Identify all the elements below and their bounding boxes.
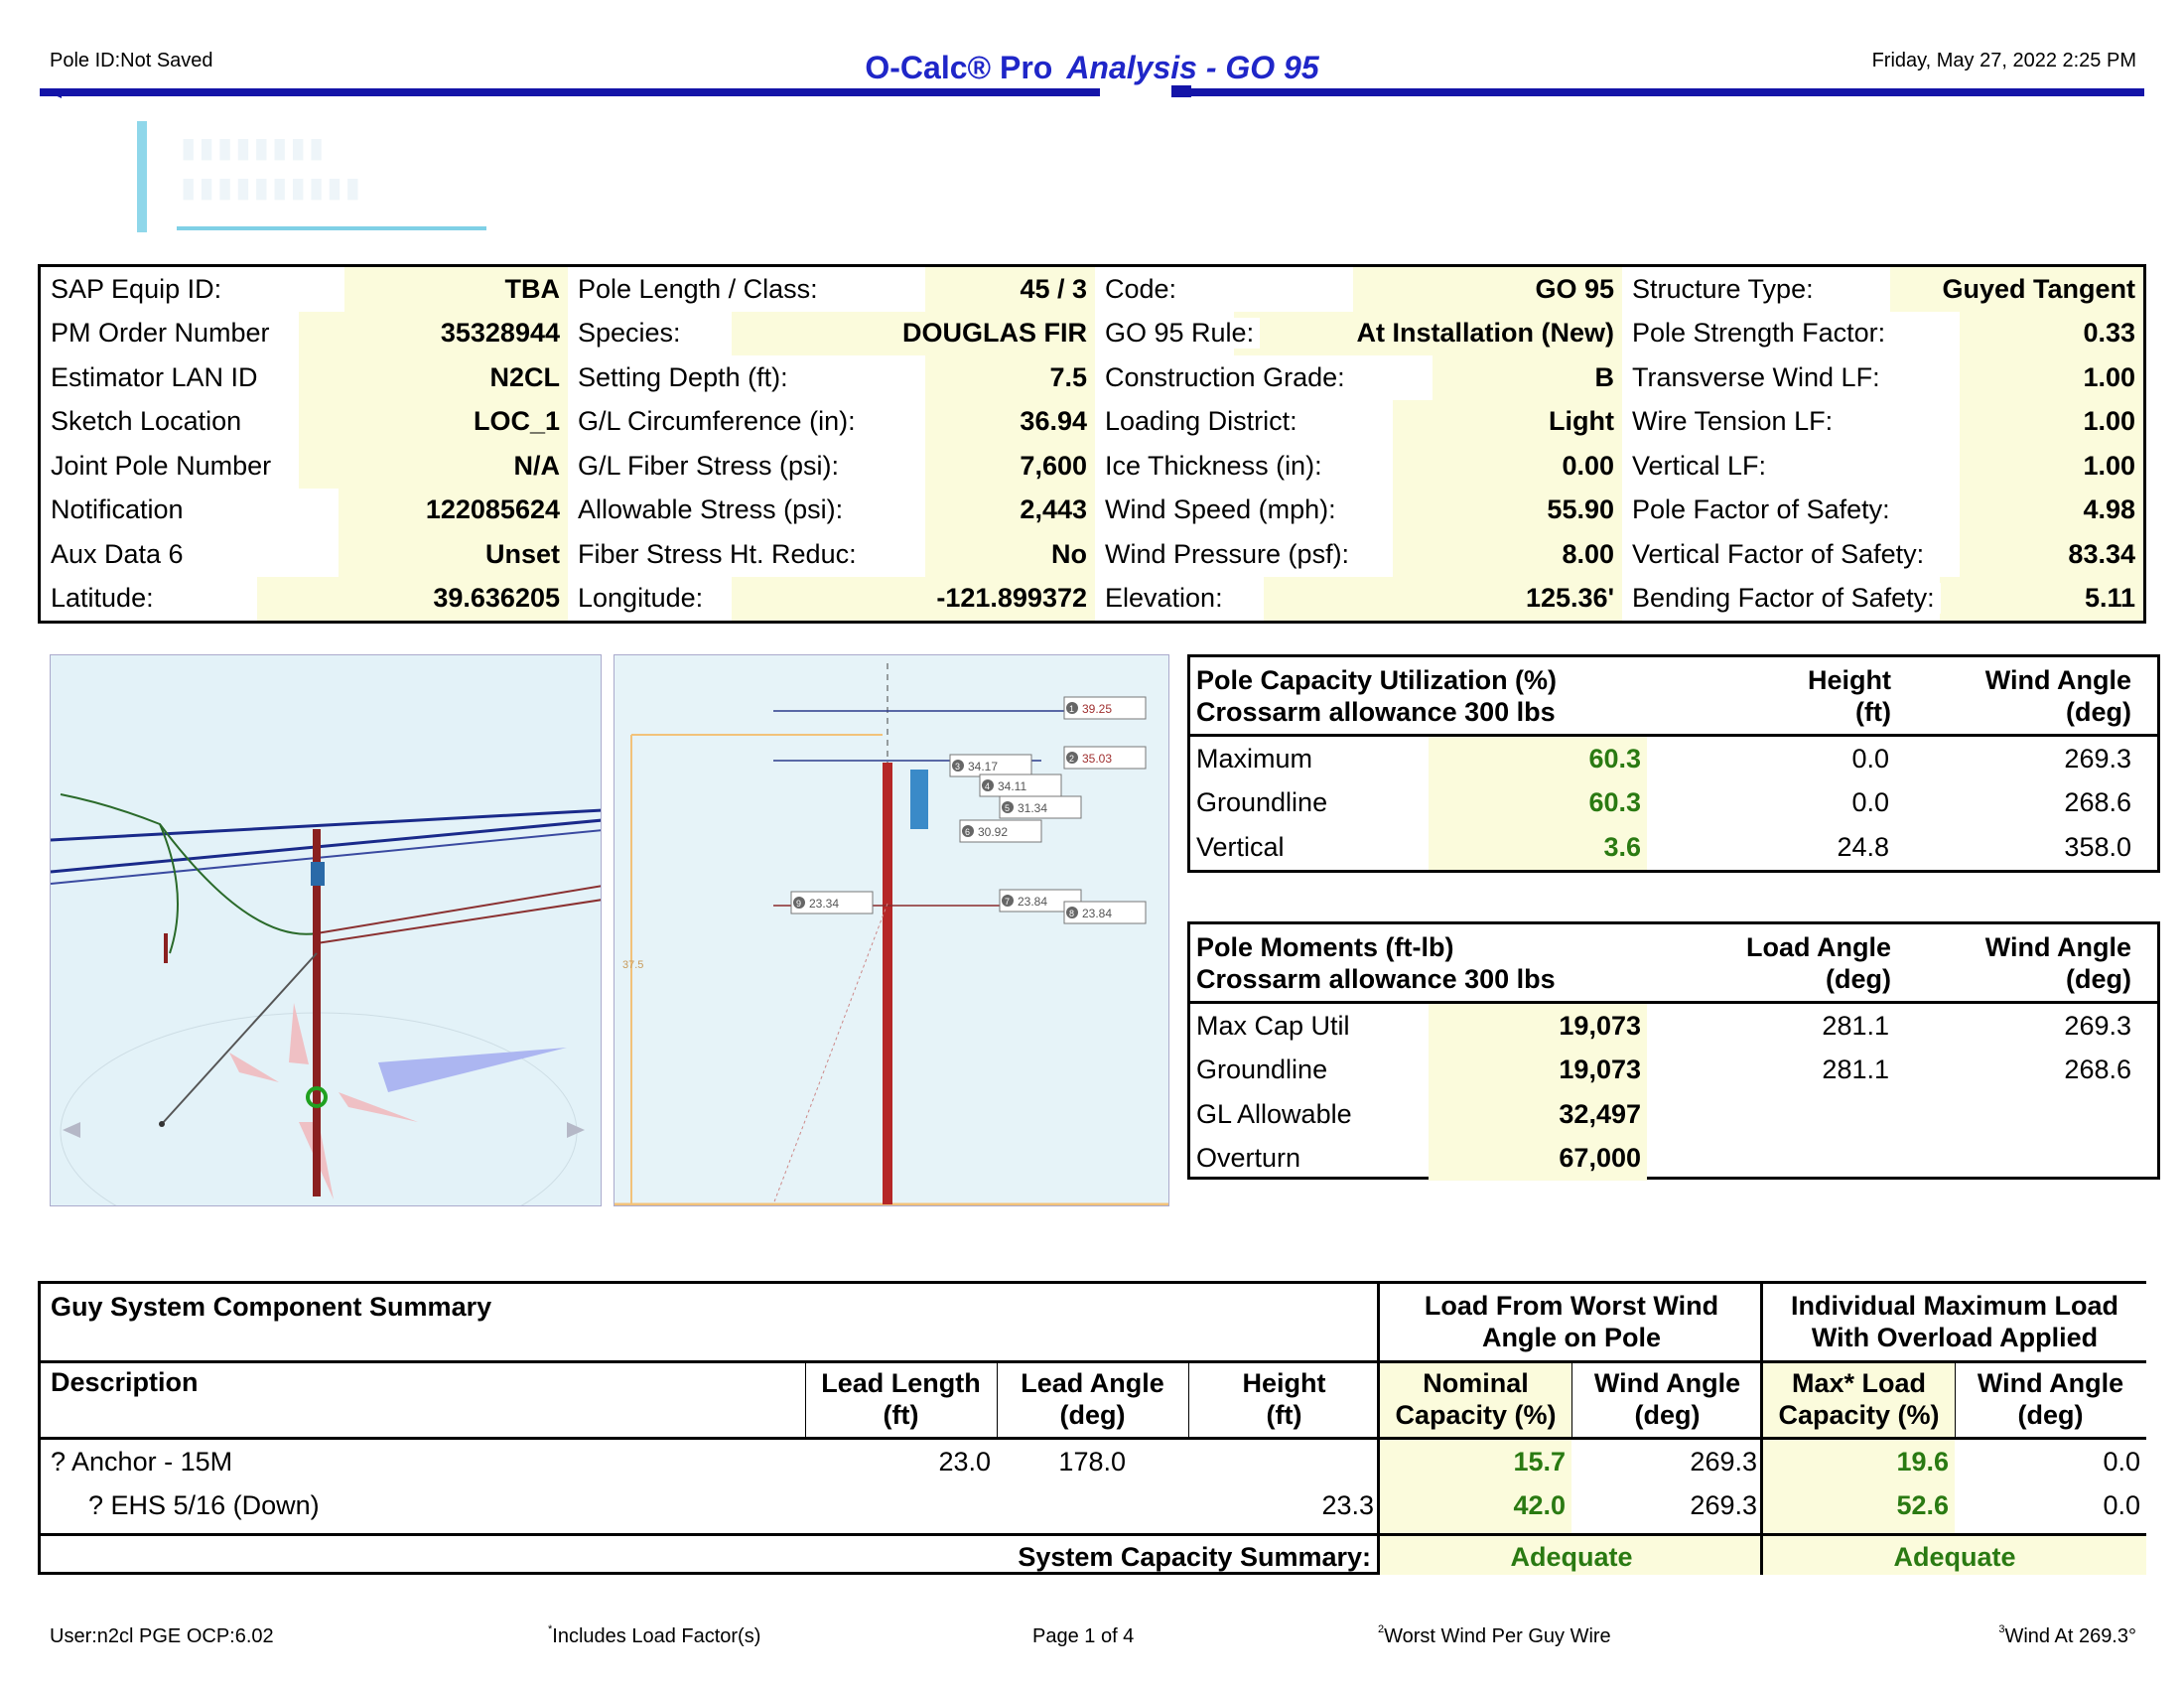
capacity-row [1190, 781, 2157, 826]
col-wind2-l2: (deg) [2017, 1400, 2084, 1430]
guy-cell-maxload: 19.6 [1896, 1447, 1949, 1477]
info-label: Allowable Stress (psi): [568, 494, 849, 525]
col-height [1188, 1367, 1380, 1431]
info-label: Joint Pole Number [41, 451, 277, 482]
footer-note3-mark: 3 [1998, 1623, 2005, 1635]
info-value: 5.11 [2084, 583, 2135, 614]
dim-label-text: 23.84 [1018, 895, 1048, 909]
guy-cell-nominal: 42.0 [1513, 1490, 1566, 1520]
info-value: 7.5 [1049, 361, 1087, 392]
guy-projection [773, 904, 887, 1204]
info-value: No [1051, 538, 1087, 569]
guy-cell-desc: ? Anchor - 15M [51, 1447, 233, 1477]
info-value: 8.00 [1562, 538, 1614, 569]
info-label: Wire Tension LF: [1622, 406, 1839, 437]
guy-cell-lead-length: 23.0 [938, 1447, 991, 1477]
footer-note1-text: Includes Load Factor(s) [552, 1625, 761, 1647]
height-label: 37.5 [622, 959, 644, 971]
dim-marker-number: 3 [955, 762, 961, 772]
footer-note2-mark: 2 [1378, 1623, 1385, 1635]
guy-cell-wind2: 0.0 [2103, 1490, 2140, 1520]
moments-row-value: 67,000 [1429, 1137, 1647, 1182]
info-label: Notification [41, 494, 190, 525]
moments-subtitle: Crossarm allowance 300 lbs [1196, 963, 1556, 994]
col-wind1-l2: (deg) [1634, 1400, 1701, 1430]
capacity-table [1187, 654, 2160, 873]
info-value: 7,600 [1020, 450, 1087, 481]
dim-label [1064, 902, 1146, 923]
guy-rule-1 [41, 1360, 2146, 1363]
info-value: 122085624 [425, 494, 560, 525]
pole-2d-view [614, 654, 1169, 1206]
moments-row-value: 19,073 [1429, 1049, 1647, 1093]
header-rule-notch [1171, 85, 1191, 97]
group2-header-line1: Individual Maximum Load [1790, 1291, 2119, 1321]
capacity-row [1190, 825, 2157, 870]
info-row [1095, 532, 1622, 577]
capacity-row-height: 0.0 [1851, 787, 1889, 818]
info-value: N/A [513, 450, 560, 481]
info-label: SAP Equip ID: [41, 274, 227, 305]
capacity-row-label: Groundline [1196, 787, 1328, 818]
info-label: Code: [1095, 274, 1182, 305]
capacity-row [1190, 737, 2157, 781]
dim-label [1064, 747, 1146, 769]
pole-2d-drawing [614, 655, 1169, 1206]
capacity-row-label: Maximum [1196, 743, 1313, 774]
info-value: 39.636205 [433, 583, 560, 614]
col-maxload-l2: Capacity (%) [1778, 1400, 1940, 1430]
capacity-header [1190, 657, 2157, 737]
info-row [1095, 444, 1622, 489]
info-value: 83.34 [2068, 538, 2135, 569]
info-value: 55.90 [1547, 494, 1614, 525]
info-label: Structure Type: [1622, 274, 1820, 305]
report-datetime: Friday, May 27, 2022 2:25 PM [1871, 50, 2136, 71]
pole-2d [883, 763, 892, 1204]
info-row [568, 444, 1095, 489]
info-row [1622, 400, 2143, 445]
moments-row-wind: 269.3 [2064, 1010, 2131, 1041]
dim-label-text: 23.34 [809, 897, 840, 911]
dim-label [1000, 796, 1081, 818]
info-label: Longitude: [568, 583, 709, 614]
info-value: Unset [484, 538, 560, 569]
guy-rule-2 [41, 1437, 2146, 1440]
col-lead-length-l1: Lead Length [821, 1368, 981, 1398]
summary-label: System Capacity Summary: [1018, 1542, 1371, 1572]
guy-system-table [38, 1281, 2146, 1575]
logo-underline [177, 226, 486, 230]
moments-col-wind: Wind Angle [1984, 931, 2131, 962]
dim-label-text: 39.25 [1082, 702, 1113, 716]
capacity-row-wind: 269.3 [2064, 743, 2131, 774]
info-row [41, 355, 568, 400]
info-row [568, 532, 1095, 577]
info-label: Transverse Wind LF: [1622, 362, 1886, 393]
info-label: Loading District: [1095, 406, 1303, 437]
capacity-row-value: 60.3 [1429, 737, 1647, 781]
dim-label-text: 23.84 [1082, 907, 1113, 920]
moments-row [1190, 1137, 2157, 1182]
dim-marker-number: 9 [796, 899, 802, 909]
col-lead-length-l2: (ft) [883, 1400, 919, 1430]
moments-row-load [1647, 1137, 1895, 1182]
pole-3d-drawing [51, 655, 602, 1206]
info-row [1622, 577, 2143, 622]
dim-label [960, 820, 1041, 842]
info-row [568, 355, 1095, 400]
info-row [41, 444, 568, 489]
guy-cell-wind1: 269.3 [1690, 1447, 1757, 1477]
pole-id: Pole ID:Not Saved [50, 50, 213, 71]
anchor-point [159, 1121, 165, 1127]
capacity-row-value: 3.6 [1429, 825, 1647, 870]
info-label: Latitude: [41, 583, 160, 614]
header-rule-gap [1100, 87, 1179, 97]
info-row [568, 400, 1095, 445]
info-label: Estimator LAN ID [41, 362, 264, 393]
moments-row-label: GL Allowable [1196, 1098, 1352, 1129]
info-row [1095, 355, 1622, 400]
moments-row-load: 281.1 [1822, 1010, 1889, 1041]
logo-watermark-line1: ▮▮▮▮▮▮▮▮ [181, 132, 328, 163]
group1-header [1380, 1290, 1763, 1353]
title-italic: Analysis - GO 95 [1066, 50, 1319, 85]
info-label: Elevation: [1095, 583, 1229, 614]
moments-col-wind-unit: (deg) [2066, 963, 2131, 994]
guy-cell-lead-angle: 178.0 [1058, 1447, 1126, 1477]
guy-cell-wind2: 0.0 [2103, 1447, 2140, 1477]
capacity-row-label: Vertical [1196, 831, 1285, 862]
dim-label [950, 755, 1031, 776]
dim-label [980, 774, 1061, 796]
col-maxload-l1: Max* Load [1791, 1368, 1927, 1398]
moments-row-wind: 268.6 [2064, 1055, 2131, 1085]
dim-marker-number: 5 [1005, 803, 1011, 813]
info-value: B [1594, 361, 1614, 392]
dim-label-text: 34.11 [998, 779, 1027, 793]
info-row [1095, 577, 1622, 622]
info-column-2 [568, 267, 1095, 621]
info-column-3 [1095, 267, 1622, 621]
info-label: Setting Depth (ft): [568, 362, 794, 393]
guy-cell-desc: ? EHS 5/16 (Down) [88, 1490, 320, 1520]
info-value: 0.33 [2083, 318, 2135, 349]
info-row [41, 577, 568, 622]
guy-cell-nominal: 15.7 [1513, 1447, 1566, 1477]
info-row [41, 400, 568, 445]
info-value: 35328944 [440, 318, 560, 349]
dim-marker-number: 4 [985, 781, 991, 791]
info-label: Pole Strength Factor: [1622, 318, 1891, 349]
info-row [41, 312, 568, 356]
moments-row-load [1647, 1092, 1895, 1137]
info-row [1095, 312, 1622, 356]
group1-header-line1: Load From Worst Wind [1424, 1291, 1719, 1321]
dim-marker-number: 6 [965, 827, 971, 837]
info-label: Vertical Factor of Safety: [1622, 539, 1930, 570]
info-value: At Installation (New) [1356, 318, 1614, 349]
moments-row-wind [1895, 1137, 2153, 1182]
footer-note3-text: Wind At 269.3° [2004, 1625, 2136, 1647]
title-main: O-Calc® Pro [865, 50, 1053, 85]
info-label: GO 95 Rule: [1095, 318, 1260, 349]
guy-title: Guy System Component Summary [51, 1292, 492, 1322]
info-value: 125.36' [1525, 583, 1614, 614]
moments-row-value: 32,497 [1429, 1092, 1647, 1137]
moments-col-load: Load Angle [1746, 931, 1891, 962]
info-row [1622, 267, 2143, 312]
info-label: Sketch Location [41, 406, 247, 437]
col-description: Description [51, 1367, 199, 1397]
info-label: Wind Pressure (psf): [1095, 539, 1355, 570]
moments-title: Pole Moments (ft-lb) [1196, 931, 1454, 962]
dim-label-text: 34.17 [968, 760, 999, 774]
capacity-row-height: 0.0 [1851, 743, 1889, 774]
info-label: Construction Grade: [1095, 362, 1351, 393]
info-value: 36.94 [1020, 406, 1087, 437]
info-label: Pole Factor of Safety: [1622, 494, 1896, 525]
wires [51, 794, 602, 953]
info-row [1095, 489, 1622, 533]
transformer [311, 862, 325, 886]
moments-row-value: 19,073 [1429, 1004, 1647, 1049]
group2-header [1763, 1290, 2146, 1353]
summary-group2: Adequate [1893, 1542, 2016, 1572]
info-label: Fiber Stress Ht. Reduc: [568, 539, 863, 570]
info-row [1622, 312, 2143, 356]
capacity-title: Pole Capacity Utilization (%) [1196, 664, 1558, 695]
info-value: -121.899372 [936, 583, 1087, 614]
dim-label [1064, 697, 1146, 719]
dim-marker-number: 8 [1069, 909, 1075, 918]
guy-cell-wind1: 269.3 [1690, 1490, 1757, 1520]
col-lead-angle-l1: Lead Angle [1021, 1368, 1164, 1398]
moments-row-label: Max Cap Util [1196, 1010, 1350, 1041]
col-wind1-l1: Wind Angle [1593, 1368, 1741, 1398]
info-value: N2CL [489, 361, 560, 392]
footer-user: User:n2cl PGE OCP:6.02 [50, 1625, 274, 1647]
info-row [41, 532, 568, 577]
col-nominal-l2: Capacity (%) [1395, 1400, 1557, 1430]
info-value: 1.00 [2083, 406, 2135, 437]
info-column-1 [41, 267, 568, 621]
guy-rule-3 [41, 1533, 2146, 1536]
info-value: Light [1549, 406, 1614, 437]
col-height-l1: Height [1242, 1368, 1326, 1398]
pole-info-grid [38, 264, 2146, 624]
capacity-row-value: 60.3 [1429, 781, 1647, 826]
moments-row [1190, 1092, 2157, 1137]
col-nominal-l1: Nominal [1423, 1368, 1529, 1398]
capacity-subtitle: Crossarm allowance 300 lbs [1196, 696, 1556, 727]
info-row [41, 267, 568, 312]
info-value: LOC_1 [473, 406, 560, 437]
moments-table [1187, 921, 2160, 1180]
info-label: Species: [568, 318, 687, 349]
col-lead-angle-l2: (deg) [1059, 1400, 1126, 1430]
info-row [1095, 267, 1622, 312]
info-row [41, 489, 568, 533]
capacity-row-wind: 268.6 [2064, 787, 2131, 818]
dim-marker-number: 1 [1069, 704, 1075, 714]
col-maxload [1763, 1367, 1955, 1431]
logo-watermark-line2: ▮▮▮▮▮▮▮▮▮▮ [181, 172, 364, 203]
capacity-row-wind: 358.0 [2064, 831, 2131, 862]
dim-label-text: 35.03 [1082, 752, 1113, 766]
pole-3d-view [50, 654, 602, 1206]
info-value: 1.00 [2083, 450, 2135, 481]
page-title [0, 50, 2184, 86]
info-label: PM Order Number [41, 318, 276, 349]
moments-row-label: Overturn [1196, 1143, 1301, 1174]
moments-col-load-unit: (deg) [1826, 963, 1891, 994]
info-label: Wind Speed (mph): [1095, 494, 1342, 525]
footer-note3 [1998, 1625, 2136, 1648]
logo-bar [137, 121, 147, 232]
info-value-fill [1433, 355, 1622, 400]
capacity-row-height: 24.8 [1837, 831, 1889, 862]
info-label: Aux Data 6 [41, 539, 190, 570]
footer-note2 [1378, 1625, 1611, 1648]
moments-row-label: Groundline [1196, 1055, 1328, 1085]
info-row [1622, 532, 2143, 577]
info-row [1622, 489, 2143, 533]
equipment-box [910, 770, 928, 829]
moments-row-wind [1895, 1092, 2153, 1137]
info-label: Ice Thickness (in): [1095, 451, 1328, 482]
guy-cell-maxload: 52.6 [1896, 1490, 1949, 1520]
col-lead-angle [997, 1367, 1188, 1431]
capacity-col-wind: Wind Angle [1984, 664, 2131, 695]
info-label: Pole Length / Class: [568, 274, 824, 305]
info-row [1622, 355, 2143, 400]
dim-label-text: 31.34 [1018, 801, 1048, 815]
capacity-col-wind-unit: (deg) [2066, 696, 2131, 727]
group2-header-line2: With Overload Applied [1811, 1323, 2099, 1352]
info-value: 2,443 [1020, 494, 1087, 525]
group1-header-line2: Angle on Pole [1481, 1323, 1661, 1352]
info-label: G/L Circumference (in): [568, 406, 862, 437]
info-value: TBA [504, 273, 560, 304]
info-row [1622, 444, 2143, 489]
info-row [568, 267, 1095, 312]
col-wind2 [1955, 1367, 2146, 1431]
summary-group1: Adequate [1510, 1542, 1633, 1572]
info-column-4 [1622, 267, 2143, 621]
col-wind2-l1: Wind Angle [1977, 1368, 2124, 1398]
col-lead-length [805, 1367, 997, 1431]
info-label: Vertical LF: [1622, 451, 1772, 482]
col-nominal [1380, 1367, 1571, 1431]
info-value: 4.98 [2083, 494, 2135, 525]
footer-page: Page 1 of 4 [1032, 1625, 1135, 1647]
info-value: 0.00 [1562, 450, 1614, 481]
info-value: DOUGLAS FIR [902, 318, 1087, 349]
dim-marker-number: 2 [1069, 754, 1075, 764]
header-rule [40, 88, 2144, 96]
info-row [568, 577, 1095, 622]
moments-row [1190, 1049, 2157, 1093]
info-label: Bending Factor of Safety: [1622, 583, 1941, 614]
capacity-col-height-unit: (ft) [1855, 696, 1891, 727]
col-wind1 [1571, 1367, 1763, 1431]
footer-note2-text: Worst Wind Per Guy Wire [1384, 1625, 1611, 1647]
info-value: Guyed Tangent [1942, 273, 2135, 304]
info-value: 45 / 3 [1020, 273, 1087, 304]
moments-row-load: 281.1 [1822, 1055, 1889, 1085]
info-row [1095, 400, 1622, 445]
info-row [568, 312, 1095, 356]
moments-row [1190, 1004, 2157, 1049]
info-row [568, 489, 1095, 533]
moments-header [1190, 924, 2157, 1004]
col-height-l2: (ft) [1266, 1400, 1302, 1430]
footer-note1-mark: * [548, 1623, 553, 1635]
capacity-col-height: Height [1808, 664, 1891, 695]
guy-cell-height: 23.3 [1321, 1490, 1374, 1520]
info-value: 1.00 [2083, 361, 2135, 392]
dim-label-text: 30.92 [978, 825, 1009, 839]
footer-note1 [548, 1625, 760, 1648]
info-label: G/L Fiber Stress (psi): [568, 451, 845, 482]
dim-label [791, 892, 873, 914]
dim-marker-number: 7 [1005, 897, 1011, 907]
info-value: GO 95 [1535, 273, 1614, 304]
